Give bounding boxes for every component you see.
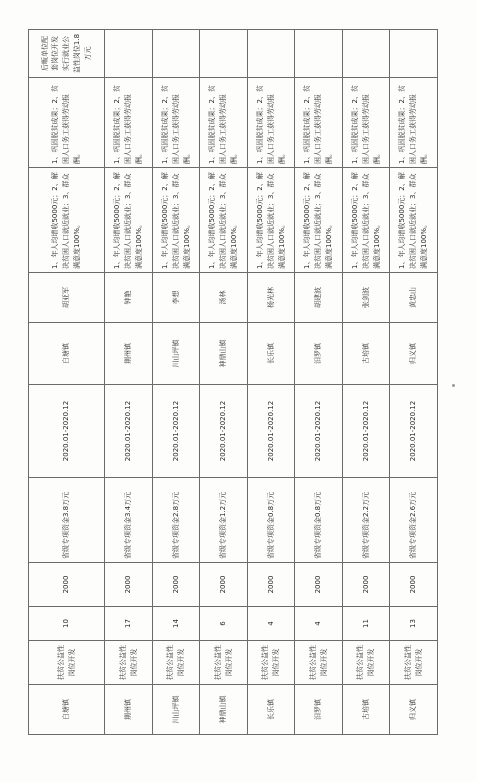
remark-cell	[152, 30, 200, 78]
benefit-mechanism-cell: 1、巩固脱贫成果；2、贫困人口务工获得劳动报酬。	[247, 78, 295, 168]
remark-cell	[295, 30, 343, 78]
post-count-cell: 13	[390, 607, 438, 641]
post-count-cell: 6	[200, 607, 248, 641]
town-cell: 神鼎山镇	[200, 685, 248, 735]
rotated-table-wrapper	[28, 30, 438, 735]
responsible-person-cell: 李想	[152, 273, 200, 323]
performance-target-cell: 1、年人均增收5000元；2、解决贫困人口就近就业；3、群众满意度100%。	[247, 168, 295, 273]
town-cell: 长乐镇	[247, 685, 295, 735]
post-count-cell: 11	[342, 607, 390, 641]
implementing-unit-cell: 川山坪镇	[152, 323, 200, 385]
table-row	[342, 30, 390, 735]
standard-amount-cell: 2000	[29, 563, 105, 607]
fund-source-cell: 省级专项资金0.8万元	[295, 478, 343, 563]
implementing-unit-cell: 汨罗镇	[295, 323, 343, 385]
remark-cell	[105, 30, 153, 78]
table-body	[29, 30, 438, 735]
project-type-cell: 扶贫公益性岗位开发	[342, 641, 390, 685]
performance-target-cell: 1、年人均增收5000元；2、解决贫困人口就近就业；3、群众满意度100%。	[152, 168, 200, 273]
implementing-unit-cell: 白塘镇	[29, 323, 105, 385]
responsible-person-cell: 钟艳	[105, 273, 153, 323]
responsible-person-cell: 汤林	[200, 273, 248, 323]
period-cell: 2020.01-2020.12	[247, 385, 295, 478]
benefit-mechanism-cell: 1、巩固脱贫成果；2、贫困人口务工获得劳动报酬。	[152, 78, 200, 168]
remark-cell: 后畈单位配套岗位开发实行就业公益性岗位1.8万元	[29, 30, 105, 78]
project-type-cell: 扶贫公益性岗位开发	[152, 641, 200, 685]
table-row	[247, 30, 295, 735]
fund-source-cell: 省级专项资金3.8万元	[29, 478, 105, 563]
fund-source-cell: 省级专项资金2.2万元	[342, 478, 390, 563]
remark-cell	[247, 30, 295, 78]
implementing-unit-cell: 归义镇	[390, 323, 438, 385]
period-cell: 2020.01-2020.12	[29, 385, 105, 478]
benefit-mechanism-cell: 1、巩固脱贫成果；2、贫困人口务工获得劳动报酬。	[200, 78, 248, 168]
town-cell: 川山坪镇	[152, 685, 200, 735]
post-count-cell: 17	[105, 607, 153, 641]
responsible-person-cell: 胡建波	[295, 273, 343, 323]
standard-amount-cell: 2000	[342, 563, 390, 607]
table-row	[105, 30, 153, 735]
performance-target-cell: 1、年人均增收5000元；2、解决贫困人口就近就业；3、群众满意度100%。	[29, 168, 105, 273]
table-row	[390, 30, 438, 735]
performance-target-cell: 1、年人均增收5000元；2、解决贫困人口就近就业；3、群众满意度100%。	[200, 168, 248, 273]
responsible-person-cell: 杨光林	[247, 273, 295, 323]
fund-source-cell: 省级专项资金3.4万元	[105, 478, 153, 563]
responsible-person-cell: 胡亚军	[29, 273, 105, 323]
responsible-person-cell: 张剑波	[342, 273, 390, 323]
remark-cell	[342, 30, 390, 78]
standard-amount-cell: 2000	[152, 563, 200, 607]
implementing-unit-cell: 古培镇	[342, 323, 390, 385]
fund-source-cell: 省级专项资金2.8万元	[152, 478, 200, 563]
performance-target-cell: 1、年人均增收5000元；2、解决贫困人口就近就业；3、群众满意度100%。	[390, 168, 438, 273]
performance-target-cell: 1、年人均增收5000元；2、解决贫困人口就近就业；3、群众满意度100%。	[342, 168, 390, 273]
post-count-cell: 14	[152, 607, 200, 641]
benefit-mechanism-cell: 1、巩固脱贫成果；2、贫困人口务工获得劳动报酬。	[295, 78, 343, 168]
remark-cell	[390, 30, 438, 78]
remark-cell	[200, 30, 248, 78]
table-row	[29, 30, 105, 735]
table-row	[295, 30, 343, 735]
benefit-mechanism-cell: 1、巩固脱贫成果；2、贫困人口务工获得劳动报酬。	[390, 78, 438, 168]
standard-amount-cell: 2000	[105, 563, 153, 607]
responsible-person-cell: 黄忠山	[390, 273, 438, 323]
town-cell: 荆州镇	[105, 685, 153, 735]
post-count-cell: 4	[295, 607, 343, 641]
standard-amount-cell: 2000	[247, 563, 295, 607]
post-count-cell: 4	[247, 607, 295, 641]
project-type-cell: 扶贫公益性岗位开发	[200, 641, 248, 685]
project-type-cell: 扶贫公益性岗位开发	[390, 641, 438, 685]
period-cell: 2020.01-2020.12	[152, 385, 200, 478]
town-cell: 古培镇	[342, 685, 390, 735]
period-cell: 2020.01-2020.12	[200, 385, 248, 478]
standard-amount-cell: 2000	[200, 563, 248, 607]
benefit-mechanism-cell: 1、巩固脱贫成果；2、贫困人口务工获得劳动报酬。	[342, 78, 390, 168]
performance-target-cell: 1、年人均增收5000元；2、解决贫困人口就近就业；3、群众满意度100%。	[105, 168, 153, 273]
fund-source-cell: 省级专项资金1.2万元	[200, 478, 248, 563]
fund-source-cell: 省级专项资金0.8万元	[247, 478, 295, 563]
performance-target-cell: 1、年人均增收5000元；2、解决贫困人口就近就业；3、群众满意度100%。	[295, 168, 343, 273]
scan-speck	[452, 384, 455, 387]
fund-source-cell: 省级专项资金2.6万元	[390, 478, 438, 563]
period-cell: 2020.01-2020.12	[390, 385, 438, 478]
town-cell: 汨罗镇	[295, 685, 343, 735]
benefit-mechanism-cell: 1、巩固脱贫成果；2、贫困人口务工获得劳动报酬。	[29, 78, 105, 168]
implementing-unit-cell: 荆州镇	[105, 323, 153, 385]
implementing-unit-cell: 长乐镇	[247, 323, 295, 385]
table-row	[200, 30, 248, 735]
period-cell: 2020.01-2020.12	[342, 385, 390, 478]
benefit-mechanism-cell: 1、巩固脱贫成果；2、贫困人口务工获得劳动报酬。	[105, 78, 153, 168]
project-table	[28, 29, 438, 735]
project-type-cell: 扶贫公益性岗位开发	[295, 641, 343, 685]
standard-amount-cell: 2000	[295, 563, 343, 607]
project-type-cell: 扶贫公益性岗位开发	[105, 641, 153, 685]
project-type-cell: 扶贫公益性岗位开发	[247, 641, 295, 685]
project-type-cell: 扶贫公益性岗位开发	[29, 641, 105, 685]
period-cell: 2020.01-2020.12	[105, 385, 153, 478]
period-cell: 2020.01-2020.12	[295, 385, 343, 478]
implementing-unit-cell: 神鼎山镇	[200, 323, 248, 385]
town-cell: 白塘镇	[29, 685, 105, 735]
standard-amount-cell: 2000	[390, 563, 438, 607]
town-cell: 归义镇	[390, 685, 438, 735]
post-count-cell: 10	[29, 607, 105, 641]
table-row	[152, 30, 200, 735]
